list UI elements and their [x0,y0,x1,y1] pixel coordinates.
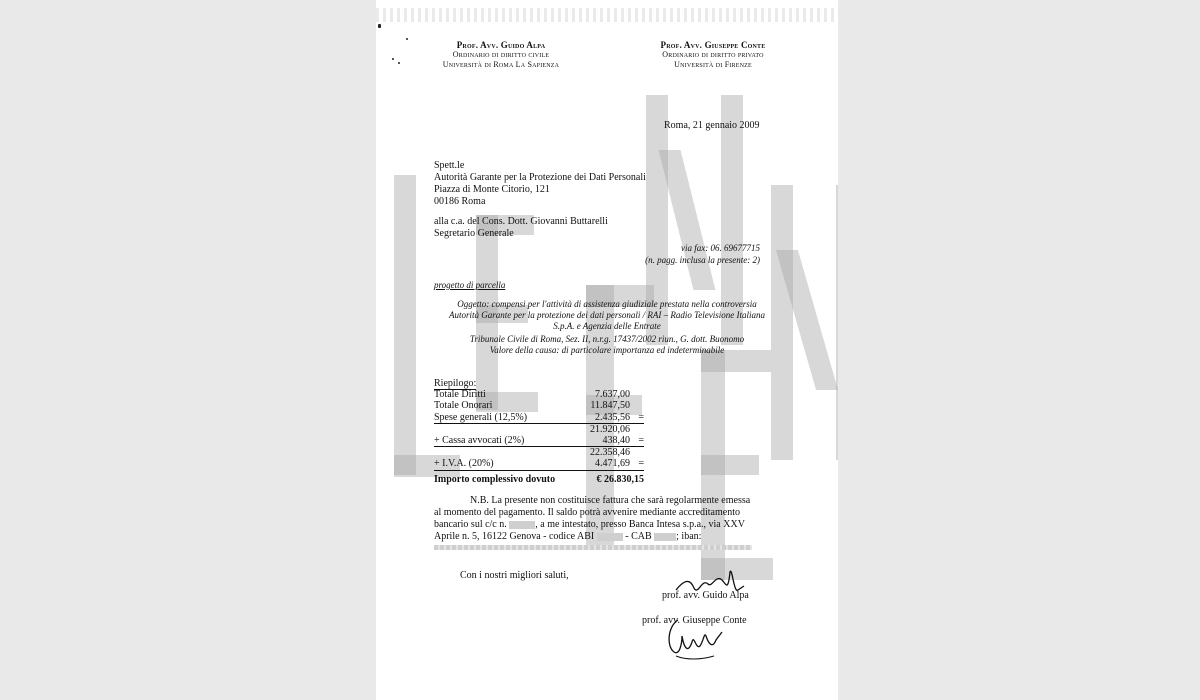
redacted-cab [654,533,676,541]
pages-note: (n. pagg. inclusa la presente: 2) [645,255,760,265]
summary-row: Totale Onorari 11.847,50 [434,400,630,412]
scan-speck [406,38,408,40]
subject-line: S.p.A. e Agenzia delle Entrate [553,321,661,331]
scan-speck [392,58,394,60]
subject-line: Autorità Garante per la protezione dei dati personali / RAI – Radio Televisione Italiana [448,310,766,320]
summary-row: Totale Diritti 7.637,00 [434,389,630,401]
summary-row: 21.920,06 [590,423,630,435]
closing-salutation: Con i nostri migliori saluti, [460,570,569,581]
subject-line: Valore della causa: di particolare importanza ed indeterminabile [489,345,725,355]
recipient-line: Spett.le [434,160,465,171]
scan-speck [398,62,400,64]
subject-line: Oggetto: compensi per l'attività di assistenza giudiziale prestata nella controversia [457,299,757,309]
sender-university-conte: Università di Firenze [674,60,752,69]
recipient-line: 00186 Roma [434,196,486,207]
redacted-iban [434,545,752,550]
sender-title-conte: Ordinario di diritto privato [662,50,764,59]
sender-name-alpa: Prof. Avv. Guido Alpa [456,40,546,50]
scan-artifact [376,8,838,22]
fax-number: via fax: 06. 69677715 [681,243,760,253]
cost-summary [434,378,644,485]
recipient-line: Piazza di Monte Citorio, 121 [434,184,550,195]
attention-line: alla c.a. del Cons. Dott. Giovanni Buttarelli [434,216,608,227]
recipient-line: Autorità Garante per la Protezione dei Dati Personali [434,172,646,183]
sender-title-alpa: Ordinario di diritto civile [452,50,550,59]
summary-heading: Riepilogo: [434,378,477,389]
redacted-abi [597,533,623,541]
summary-row: 22.358,46 [590,447,630,459]
letterhead-right [638,40,788,70]
letterhead-left [426,40,576,70]
summary-total: Importo complessivo dovuto € 26.830,15 [434,473,644,485]
note-line: N.B. La presente non costituisce fattura che sarà regolarmente emessa [470,495,751,506]
summary-row: + I.V.A. (20%) 4.471,69 = [434,458,644,470]
scan-speck [378,24,381,28]
note-line: Aprile n. 5, 16122 Genova - codice ABI - CAB ; iban: [434,531,702,542]
redacted-account [509,521,535,529]
note-line: al momento del pagamento. Il saldo potrà avvenire mediante accreditamento [434,507,740,518]
note-line: bancario sul c/c n. , a me intestato, presso Banca Intesa s.p.a., via XXV [434,519,745,530]
sender-university-alpa: Università di Roma La Sapienza [442,60,560,69]
summary-row: Spese generali (12,5%) 2.435,56 = [434,411,644,423]
sender-name-conte: Prof. Avv. Giuseppe Conte [660,40,766,50]
subject-line: Tribunale Civile di Roma, Sez. II, n.r.g. 17437/2002 riun., G. dott. Buonomo [469,334,745,344]
attention-line: Segretario Generale [434,228,514,239]
payment-note [434,495,756,543]
document-page [376,0,838,700]
signer-conte: prof. avv. Giuseppe Conte [642,615,747,626]
letter-date: Roma, 21 gennaio 2009 [664,120,760,131]
signer-alpa: prof. avv. Guido Alpa [662,590,749,601]
draft-label: progetto di parcella [434,280,506,290]
summary-row: + Cassa avvocati (2%) 438,40 = [434,434,644,446]
